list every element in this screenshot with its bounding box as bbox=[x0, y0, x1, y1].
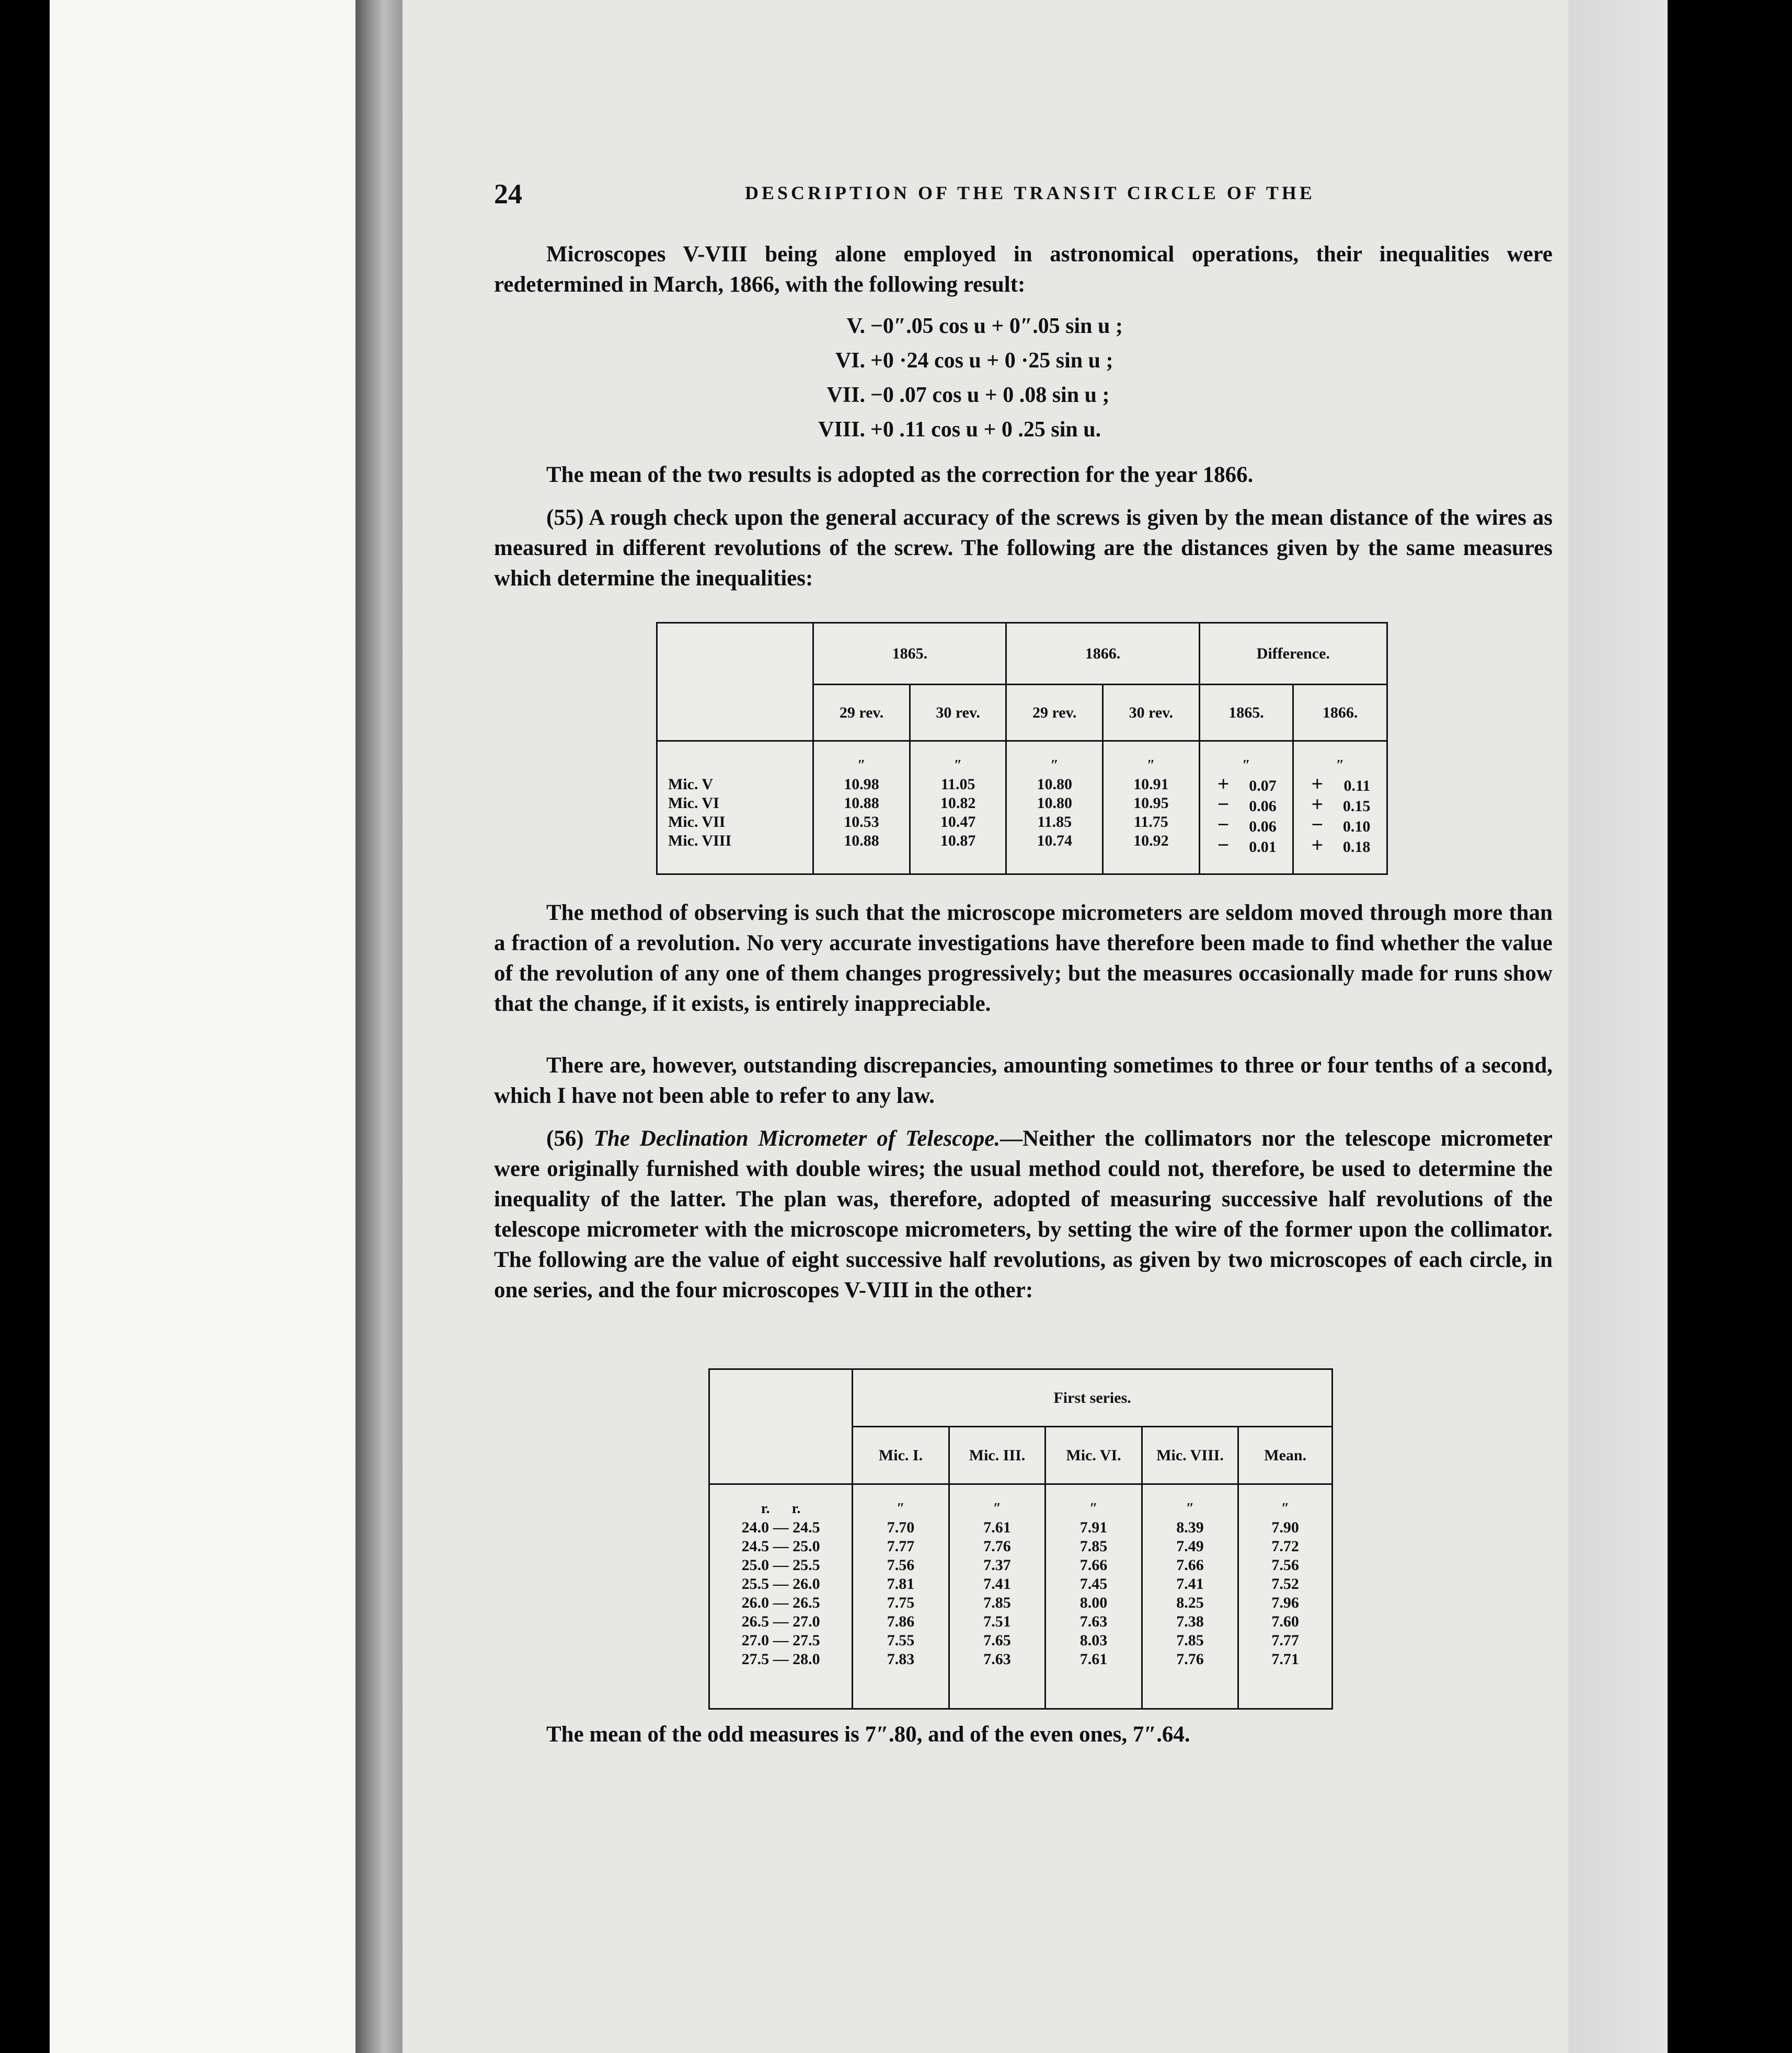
diff-cell bbox=[1294, 833, 1386, 857]
cell-value: 7.41 bbox=[1176, 1575, 1204, 1593]
equation-number: VII. bbox=[826, 383, 865, 407]
seconds-mark: ″ bbox=[1186, 1501, 1194, 1517]
column-mic-3 bbox=[949, 1484, 1046, 1709]
cell-value: 7.63 bbox=[1079, 1613, 1108, 1630]
column-mic-8 bbox=[1142, 1484, 1238, 1709]
cell-value: 7.66 bbox=[1079, 1556, 1108, 1574]
cell-value: 10.92 bbox=[1133, 832, 1169, 849]
cell-value: 7.91 bbox=[1079, 1519, 1108, 1536]
facing-blank-page bbox=[50, 0, 355, 2053]
header-1865: 1865. bbox=[813, 623, 1006, 685]
subheader-mic-6: Mic. VI. bbox=[1046, 1427, 1142, 1484]
page-number: 24 bbox=[494, 178, 522, 210]
row-label: Mic. VI bbox=[668, 794, 719, 812]
cell-value: 7.85 bbox=[983, 1594, 1011, 1611]
range-label: 24.0 — 24.5 bbox=[741, 1519, 820, 1536]
cell-value: 10.95 bbox=[1133, 794, 1169, 812]
cell-value: 8.39 bbox=[1176, 1519, 1204, 1536]
equation-expression: +0 .11 cos u + 0 .25 sin u. bbox=[870, 418, 1101, 442]
table-corner-cell bbox=[657, 623, 813, 741]
cell-value: 7.76 bbox=[1176, 1651, 1204, 1668]
cell-value: 7.66 bbox=[1176, 1556, 1204, 1574]
seconds-mark: ″ bbox=[1336, 757, 1345, 774]
next-page-edge bbox=[1568, 0, 1668, 2053]
diff-cell bbox=[1200, 792, 1293, 816]
cell-value: 7.56 bbox=[887, 1556, 915, 1574]
cell-value: 11.85 bbox=[1037, 813, 1072, 831]
column-diff-1866 bbox=[1293, 741, 1387, 874]
cell-value: 7.81 bbox=[887, 1575, 915, 1593]
diff-cell bbox=[1200, 833, 1293, 857]
range-label: 26.0 — 26.5 bbox=[741, 1594, 820, 1611]
cell-value: 7.90 bbox=[1271, 1519, 1299, 1536]
subheader-1865-29rev: 29 rev. bbox=[813, 685, 910, 741]
cell-value: 7.37 bbox=[983, 1556, 1011, 1574]
header-difference: Difference. bbox=[1199, 623, 1387, 685]
cell-value: 7.83 bbox=[887, 1651, 915, 1668]
column-mic-6 bbox=[1046, 1484, 1142, 1709]
cell-value: 7.63 bbox=[983, 1651, 1011, 1668]
diff-cell bbox=[1294, 792, 1386, 816]
range-label: 25.0 — 25.5 bbox=[741, 1556, 820, 1574]
row-label: Mic. V bbox=[668, 776, 714, 793]
seconds-mark: ″ bbox=[1050, 757, 1059, 774]
cell-value: 7.61 bbox=[983, 1519, 1011, 1536]
subheader-1866-30rev: 30 rev. bbox=[1103, 685, 1200, 741]
cell-value: 8.25 bbox=[1176, 1594, 1204, 1611]
cell-value: 7.96 bbox=[1271, 1594, 1299, 1611]
range-label: 24.5 — 25.0 bbox=[741, 1538, 820, 1555]
cell-value: 7.72 bbox=[1271, 1538, 1299, 1555]
subheader-mic-3: Mic. III. bbox=[949, 1427, 1046, 1484]
cell-value: 0.06 bbox=[1249, 818, 1277, 835]
cell-value: 7.77 bbox=[1271, 1632, 1299, 1649]
column-1865-29rev bbox=[813, 741, 910, 874]
range-label: 25.5 — 26.0 bbox=[741, 1575, 820, 1593]
cell-value: 10.88 bbox=[844, 832, 879, 849]
column-1866-30rev bbox=[1103, 741, 1200, 874]
row-label: Mic. VIII bbox=[668, 832, 732, 849]
subheader-mic-8: Mic. VIII. bbox=[1142, 1427, 1238, 1484]
cell-value: 7.49 bbox=[1176, 1538, 1204, 1555]
column-mic-1 bbox=[853, 1484, 949, 1709]
cell-value: 10.82 bbox=[940, 794, 976, 812]
table-body-row bbox=[657, 741, 1387, 874]
table-header-row bbox=[657, 623, 1387, 685]
cell-value: 7.45 bbox=[1079, 1575, 1108, 1593]
cell-value: 7.76 bbox=[983, 1538, 1011, 1555]
cell-value: 7.86 bbox=[887, 1613, 915, 1630]
cell-value: 7.75 bbox=[887, 1594, 915, 1611]
sign: + bbox=[1311, 792, 1324, 816]
sign: − bbox=[1217, 833, 1230, 857]
cell-value: 7.65 bbox=[983, 1632, 1011, 1649]
column-diff-1865 bbox=[1199, 741, 1293, 874]
cell-value: 7.51 bbox=[983, 1613, 1011, 1630]
sign: + bbox=[1311, 772, 1324, 795]
seconds-mark: ″ bbox=[1242, 757, 1250, 774]
seconds-mark: ″ bbox=[857, 757, 866, 774]
column-1865-30rev bbox=[910, 741, 1006, 874]
diff-cell bbox=[1200, 772, 1293, 795]
sign: − bbox=[1217, 792, 1230, 816]
diff-cell bbox=[1200, 813, 1293, 836]
seconds-mark: ″ bbox=[1089, 1501, 1098, 1517]
revolution-unit: r. r. bbox=[761, 1501, 801, 1517]
cell-value: 7.56 bbox=[1271, 1556, 1299, 1574]
cell-value: 0.06 bbox=[1249, 798, 1277, 815]
row-labels-column bbox=[657, 741, 813, 874]
paragraph-56-body: —Neither the collimators nor the telescope micrometer were originally furnished with double wires; the usual method could not, therefore, be used to determine the inequality of the latter. The plan was, therefore, adopted of measuring successive half revolutions of the telescope micrometer with the microscope micrometers, by setting the wire of the former upon the collimator. The following are the value of eight successive half revolutions, as given by two microscopes of each circle, in one series, and the four microscopes V-VIII in the other: bbox=[494, 1126, 1553, 1302]
cell-value: 7.41 bbox=[983, 1575, 1011, 1593]
cell-value: 10.91 bbox=[1133, 776, 1169, 793]
subheader-1866-29rev: 29 rev. bbox=[1006, 685, 1103, 741]
sign: − bbox=[1217, 813, 1230, 836]
cell-value: 10.74 bbox=[1037, 832, 1072, 849]
cell-value: 10.53 bbox=[844, 813, 879, 831]
equation-expression: −0 .07 cos u + 0 .08 sin u ; bbox=[870, 383, 1110, 407]
cell-value: 7.55 bbox=[887, 1632, 915, 1649]
column-ranges bbox=[709, 1484, 853, 1709]
subheader-diff-1865: 1865. bbox=[1199, 685, 1293, 741]
column-1866-29rev bbox=[1006, 741, 1103, 874]
cell-value: 7.77 bbox=[887, 1538, 915, 1555]
table-half-revolutions bbox=[708, 1368, 1333, 1710]
cell-value: 7.70 bbox=[887, 1519, 915, 1536]
cell-value: 10.98 bbox=[844, 776, 879, 793]
equation-expression: −0″.05 cos u + 0″.05 sin u ; bbox=[870, 314, 1123, 338]
seconds-mark: ″ bbox=[993, 1501, 1002, 1517]
diff-cell bbox=[1294, 813, 1386, 836]
table-corner-cell bbox=[709, 1369, 853, 1484]
cell-value: 10.87 bbox=[940, 832, 976, 849]
seconds-mark: ″ bbox=[897, 1501, 905, 1517]
cell-value: 7.52 bbox=[1271, 1575, 1299, 1593]
subheader-mic-1: Mic. I. bbox=[853, 1427, 949, 1484]
table-body-row bbox=[709, 1484, 1332, 1709]
section-title: The Declination Micrometer of Telescope. bbox=[593, 1126, 1001, 1151]
subheader-diff-1866: 1866. bbox=[1293, 685, 1387, 741]
cell-value: 10.80 bbox=[1037, 794, 1072, 812]
cell-value: 11.05 bbox=[940, 776, 975, 793]
row-label: Mic. VII bbox=[668, 813, 726, 831]
range-label: 26.5 — 27.0 bbox=[741, 1613, 820, 1630]
subheader-1865-30rev: 30 rev. bbox=[910, 685, 1006, 741]
table-screw-distances bbox=[656, 622, 1388, 875]
equation-block bbox=[782, 314, 1200, 452]
cell-value: 7.85 bbox=[1176, 1632, 1204, 1649]
cell-value: 0.01 bbox=[1249, 838, 1277, 856]
cell-value: 7.60 bbox=[1271, 1613, 1299, 1630]
cell-value: 10.88 bbox=[844, 794, 879, 812]
cell-value: 0.10 bbox=[1342, 818, 1371, 835]
diff-cell bbox=[1294, 772, 1386, 795]
equation-line bbox=[782, 314, 1200, 348]
cell-value: 7.85 bbox=[1079, 1538, 1108, 1555]
equation-line bbox=[782, 417, 1200, 452]
running-head bbox=[494, 178, 1553, 209]
seconds-mark: ″ bbox=[1281, 1501, 1290, 1517]
cell-value: 8.00 bbox=[1079, 1594, 1108, 1611]
cell-value: 8.03 bbox=[1079, 1632, 1108, 1649]
book-spine bbox=[355, 0, 403, 2053]
table-header-row bbox=[709, 1369, 1332, 1427]
sign: + bbox=[1311, 833, 1324, 857]
cell-value: 7.61 bbox=[1079, 1651, 1108, 1668]
running-head-title: DESCRIPTION OF THE TRANSIT CIRCLE OF THE bbox=[745, 182, 1315, 203]
column-mean bbox=[1238, 1484, 1332, 1709]
paragraph-mean: The mean of the two results is adopted as the correction for the year 1866. bbox=[546, 463, 1254, 487]
paragraph-56 bbox=[494, 1124, 1553, 1306]
cell-value: 7.71 bbox=[1271, 1651, 1299, 1668]
cell-value: 10.80 bbox=[1037, 776, 1072, 793]
cell-value: 0.15 bbox=[1342, 798, 1371, 815]
cell-value: 0.18 bbox=[1342, 838, 1371, 856]
seconds-mark: ″ bbox=[1147, 757, 1155, 774]
equation-line bbox=[782, 383, 1200, 417]
cell-value: 11.75 bbox=[1133, 813, 1168, 831]
header-1866: 1866. bbox=[1006, 623, 1199, 685]
cell-value: 7.38 bbox=[1176, 1613, 1204, 1630]
range-label: 27.0 — 27.5 bbox=[741, 1632, 820, 1649]
cell-value: 0.07 bbox=[1249, 777, 1277, 794]
equation-number: VI. bbox=[835, 349, 865, 373]
paragraph-final: The mean of the odd measures is 7″.80, and of the even ones, 7″.64. bbox=[546, 1722, 1190, 1747]
paragraph-intro: Microscopes V-VIII being alone employed in astronomical operations, their inequalities were redetermined in March, 1866, with the following result: bbox=[494, 242, 1553, 297]
subheader-mean: Mean. bbox=[1238, 1427, 1332, 1484]
equation-number: V. bbox=[846, 314, 865, 338]
equation-number: VIII. bbox=[818, 418, 865, 442]
sign: − bbox=[1311, 813, 1324, 836]
range-label: 27.5 — 28.0 bbox=[741, 1651, 820, 1668]
equation-expression: +0 ·24 cos u + 0 ·25 sin u ; bbox=[870, 349, 1113, 373]
sign: + bbox=[1217, 772, 1230, 795]
equation-line bbox=[782, 348, 1200, 383]
seconds-mark: ″ bbox=[954, 757, 962, 774]
cell-value: 10.47 bbox=[940, 813, 976, 831]
paragraph-method: The method of observing is such that the microscope micrometers are seldom moved through more than a fraction of a revolution. No very accurate investigations have therefore been made to find whether the value of the revolution of any one of them changes progressively; but the measures occasionally made for runs show that the change, if it exists, is entirely inappreciable. bbox=[494, 901, 1553, 1016]
cell-value: 0.11 bbox=[1343, 777, 1371, 794]
header-first-series: First series. bbox=[853, 1369, 1332, 1427]
paragraph-discrepancies: There are, however, outstanding discrepancies, amounting sometimes to three or four tenths of a second, which I have not been able to refer to any law. bbox=[494, 1053, 1553, 1108]
paragraph-55: (55) A rough check upon the general accuracy of the screws is given by the mean distance of the wires as measured in different revolutions of the screw. The following are the distances given by the same measures which determine the inequalities: bbox=[494, 505, 1553, 591]
document-page bbox=[403, 0, 1568, 2053]
section-number: (56) bbox=[546, 1126, 594, 1151]
